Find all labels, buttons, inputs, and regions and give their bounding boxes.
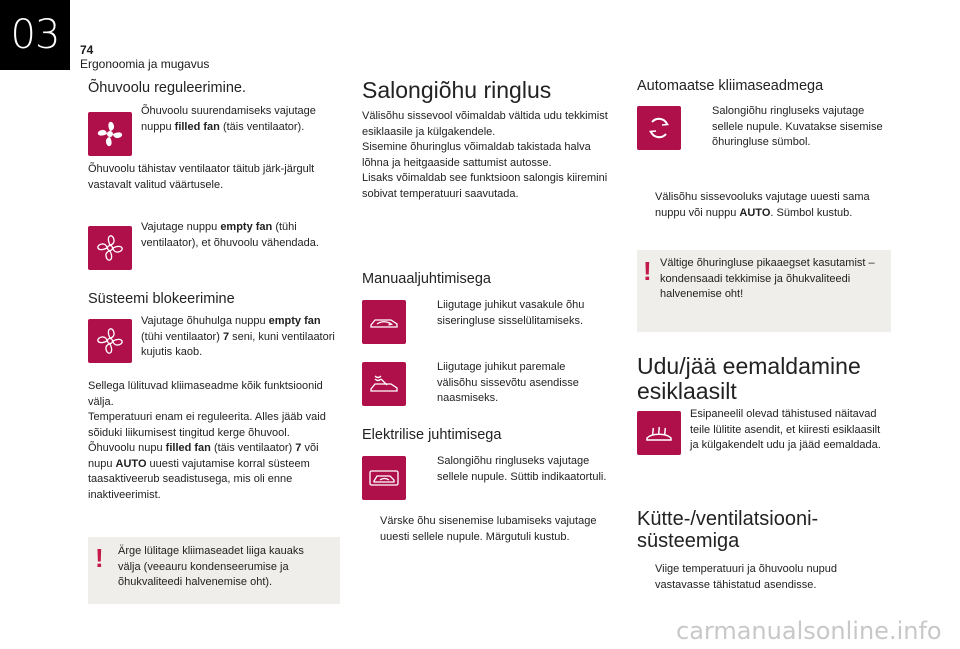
fresh-air-car-icon xyxy=(362,362,406,406)
defrost-title: Udu/jää eemaldamine esiklaasilt xyxy=(637,353,861,404)
filled-fan-icon xyxy=(88,112,132,156)
airflow-heading: Õhuvoolu reguleerimine. xyxy=(88,80,246,96)
airflow-indicator-text: Õhuvoolu tähistav ventilaator täitub järk-järgult vastavalt valitud väärtusele. xyxy=(88,163,315,191)
chapter-number: 03 xyxy=(10,12,60,58)
empty-fan-icon xyxy=(88,226,132,270)
recirculation-button-icon xyxy=(362,456,406,500)
auto-off-text: Välisõhu sissevooluks vajutage uuesti sama nuppu või nuppu AUTO. Sümbol kustub. xyxy=(655,191,870,219)
watermark: carmanualsonline.info xyxy=(676,617,942,645)
electric-control-heading: Elektrilise juhtimisega xyxy=(362,427,502,443)
electric-on-text: Salongiõhu ringluseks vajutage sellele nupule. Süttib indikaatortuli. xyxy=(437,455,607,483)
warning-text-2: Vältige õhuringluse pikaaegset kasutamist – kondensaadi tekkimise ja õhukvaliteedi halvenemise oht! xyxy=(660,257,875,300)
auto-on-text: Salongiõhu ringluseks vajutage sellele nupule. Kuvatakse sisemise õhuringluse sümbol. xyxy=(712,105,883,148)
airflow-increase-text: Õhuvoolu suurendamiseks vajutage nuppu filled fan (täis ventilaator). xyxy=(141,105,316,133)
recirculation-title: Salongiõhu ringlus xyxy=(362,77,552,103)
system-lock-heading: Süsteemi blokeerimine xyxy=(88,291,235,307)
warning-box-1 xyxy=(88,537,340,604)
warning-icon: ! xyxy=(95,543,104,573)
manual-right-text: Liigutage juhikut paremale välisõhu sissevõtu asendisse naasmiseks. xyxy=(437,361,579,404)
recirculation-car-icon xyxy=(362,300,406,344)
page-number: 74 xyxy=(80,43,94,57)
defrost-windscreen-icon xyxy=(637,411,681,455)
system-lock-details: Sellega lülituvad kliimaseadme kõik funktsioonid välja. Temperatuuri enam ei reguleerita. Alles jääb vaid sõiduki liikumisest tingitud kerge õhuvool. Õhuvoolu nupu filled fan (täis ventilaator) 7 või nupu AUTO uuesti vajutamise korral süsteem taasaktiveerub seadistusega, mis oli enne inaktiveerimist. xyxy=(88,380,326,501)
heating-system-text: Viige temperatuuri ja õhuvoolu nupud vastavasse tähistatud asendisse. xyxy=(655,563,838,591)
heating-system-title: Kütte-/ventilatsiooni- süsteemiga xyxy=(637,508,819,552)
airflow-decrease-text: Vajutage nuppu empty fan (tühi ventilaator), et õhuvoolu vähendada. xyxy=(141,221,319,249)
warning-box-2 xyxy=(637,250,891,332)
empty-fan-icon-2 xyxy=(88,319,132,363)
system-lock-text: Vajutage õhuhulga nuppu empty fan (tühi ventilaator) 7 seni, kuni ventilaatori kujutis kaob. xyxy=(141,315,335,358)
chapter-badge xyxy=(0,0,70,70)
warning-icon: ! xyxy=(643,256,652,286)
auto-climate-heading: Automaatse kliimaseadmega xyxy=(637,78,824,94)
electric-off-text: Värske õhu sisenemise lubamiseks vajutage uuesti sellele nupule. Märgutuli kustub. xyxy=(380,515,597,543)
chapter-title: Ergonoomia ja mugavus xyxy=(80,57,210,71)
recirculation-intro: Välisõhu sissevool võimaldab vältida udu tekkimist esiklaasile ja külgakendele. Sisemine õhuringlus võimaldab takistada halva lõhna ja heitgaaside sattumist autosse. Lisaks võimaldab see funktsioon salongis kiiremini sobivat temperatuuri saavutada. xyxy=(362,110,608,200)
manual-left-text: Liigutage juhikut vasakule õhu siseringluse sisselülitamiseks. xyxy=(437,299,585,327)
warning-text-1: Ärge lülitage kliimaseadet liiga kauaks välja (veeauru kondenseerumise ja õhukvaliteedi halvenemise oht). xyxy=(118,545,304,588)
defrost-text: Esipaneelil olevad tähistused näitavad teile lülitite asendit, et kiiresti esiklaasilt ja külgakendelt udu ja jääd eemaldada. xyxy=(690,408,881,451)
manual-control-heading: Manuaaljuhtimisega xyxy=(362,271,491,287)
auto-recirculation-icon xyxy=(637,106,681,150)
